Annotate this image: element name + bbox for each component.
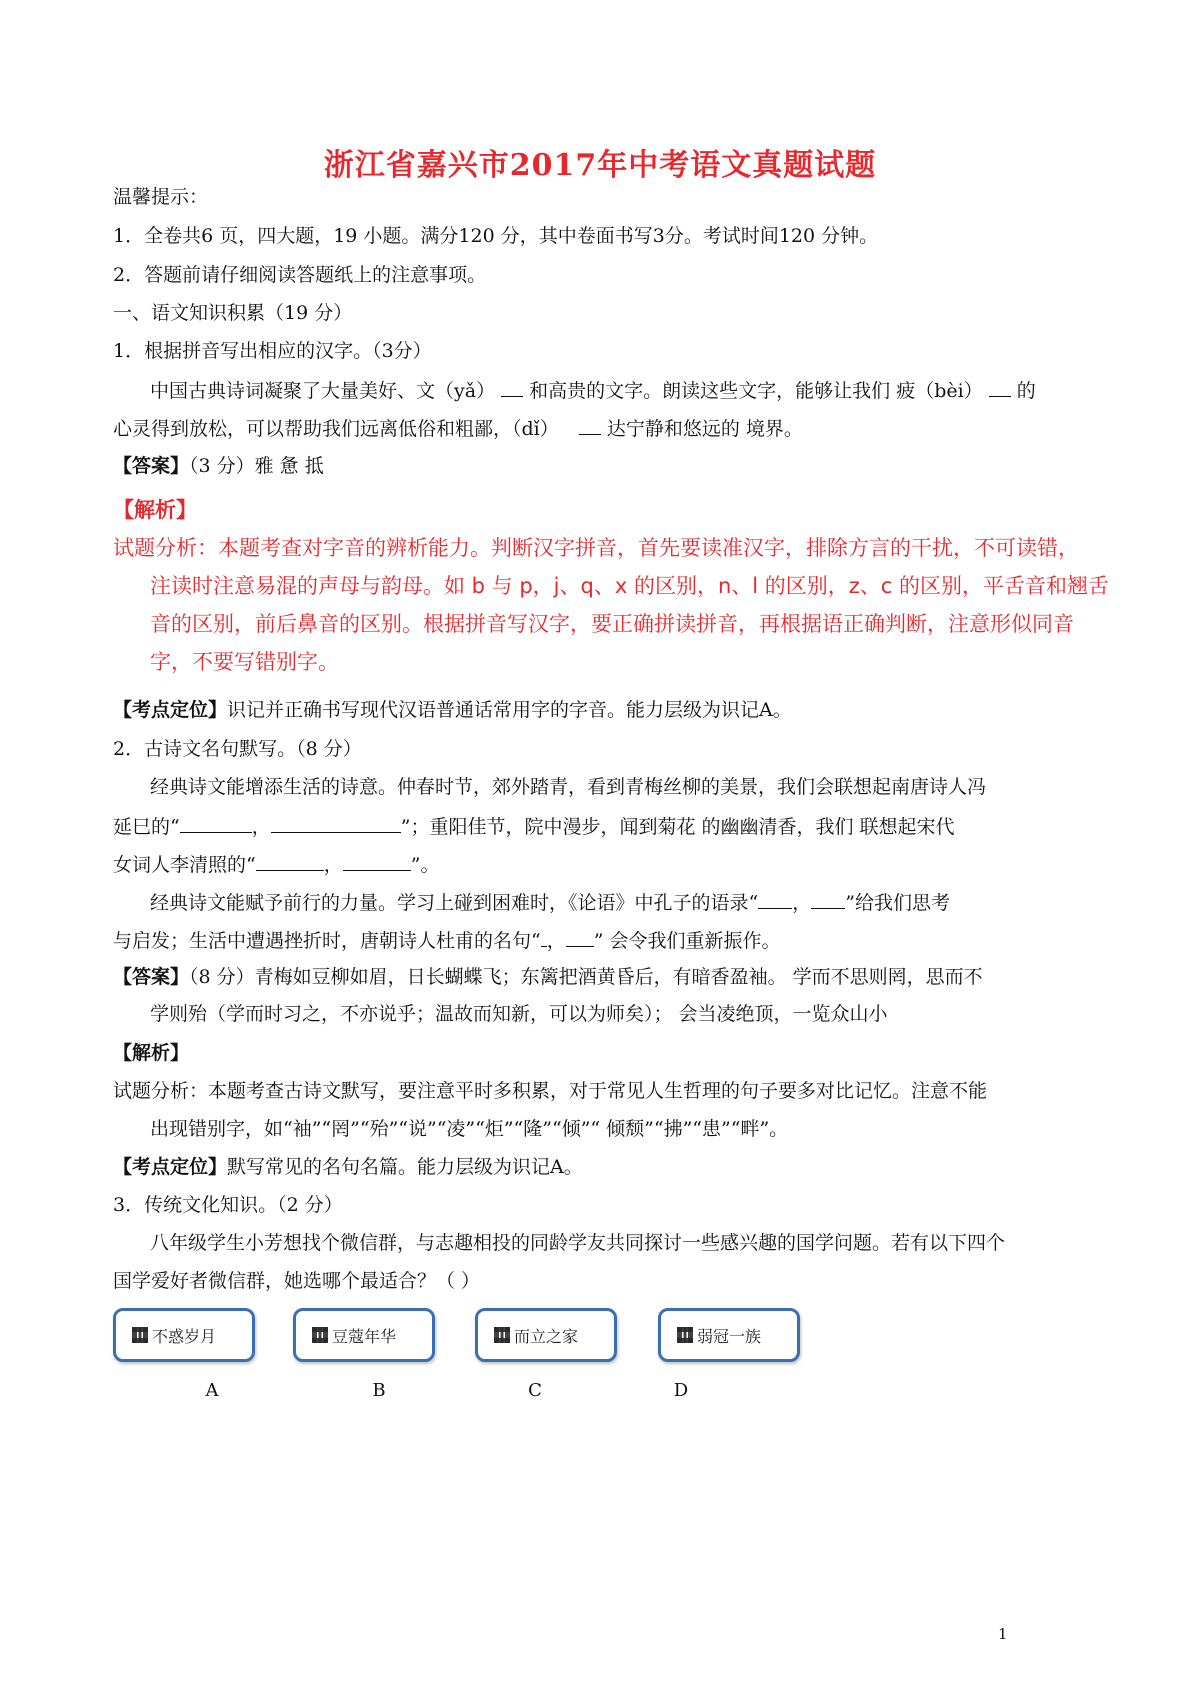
q2-text: ， [251, 816, 271, 838]
page-number: 1 [998, 1625, 1008, 1643]
q1-blank-2 [989, 376, 1011, 397]
qr-code-icon [132, 1327, 148, 1343]
q2-text: ， [546, 930, 566, 952]
wechat-group-card-a [113, 1308, 255, 1362]
tips-heading: 温馨提示： [113, 186, 209, 208]
q2-text: ” 会令我们重新振作。 [593, 930, 781, 952]
answer-text: （3 分）雅 惫 抵 [189, 455, 324, 477]
kaodian-text: 识记并正确书写现代汉语普通话常用字的字音。能力层级为识记A。 [227, 699, 792, 721]
tips-item-1: 1．全卷共6 页，四大题，19 小题。满分120 分，其中卷面书写3分。考试时间120 分钟。 [113, 225, 879, 247]
q1-text: 心灵得到放松，可以帮助我们远离低俗和粗鄙，（dǐ） [113, 418, 559, 440]
q1-text: 和高贵的文字。朗读这些文字，能够让我们 疲（bèi） [529, 380, 983, 402]
q2-blank-6 [811, 888, 845, 909]
q1-analysis-line-3: 音的区别，前后鼻音的区别。根据拼音写汉字，要正确拼读拼音，再根据语正确判断，注意形似同音 [150, 612, 1074, 636]
q1-passage-line-1 [150, 376, 1036, 405]
wechat-group-card-d [658, 1308, 800, 1362]
q2-text: 女词人李清照的“ [113, 854, 256, 876]
option-label-d: D [673, 1380, 689, 1401]
q1-text: 达宁静和悠远的 境界。 [606, 418, 803, 440]
q2-passage-line-1: 经典诗文能增添生活的诗意。仲春时节，郊外踏青，看到青梅丝柳的美景，我们会联想起南唐诗人冯 [150, 776, 987, 798]
answer-label: 【答案】 [113, 966, 190, 988]
q2-blank-1 [180, 812, 252, 833]
q2-kaodian [113, 1153, 583, 1181]
q2-analysis-label: 【解析】 [113, 1042, 190, 1064]
q1-text: 的 [1016, 380, 1036, 402]
q2-passage-line-3 [113, 850, 439, 879]
option-label-a: A [205, 1380, 219, 1401]
q3-passage-line-2: 国学爱好者微信群，她选哪个最适合？（ ） [113, 1270, 481, 1292]
q2-blank-3 [256, 850, 324, 871]
q2-text: ， [792, 892, 812, 914]
qr-code-icon [494, 1327, 510, 1343]
q2-text: ”；重阳佳节，院中漫步，闻到菊花 的幽幽清香，我们 联想起宋代 [400, 816, 955, 838]
q2-blank-8 [566, 926, 594, 947]
q2-passage-line-5 [113, 926, 781, 955]
answer-label: 【答案】 [113, 455, 190, 477]
qr-code-icon [312, 1327, 328, 1343]
q2-text: 经典诗文能赋予前行的力量。学习上碰到困难时，《论语》中孔子的语录“ [150, 892, 759, 914]
wechat-group-card-c [475, 1308, 617, 1362]
q2-blank-5 [758, 888, 792, 909]
option-label-c: C [528, 1380, 542, 1401]
q1-blank-3 [579, 414, 601, 435]
wechat-group-options [113, 1308, 893, 1368]
group-name: 不惑岁月 [152, 1326, 217, 1346]
q1-analysis-line-4: 字，不要写错别字。 [150, 650, 339, 674]
kaodian-label: 【考点定位】 [113, 1156, 228, 1178]
q3-stem: 3．传统文化知识。（2 分） [113, 1194, 343, 1216]
q2-passage-line-2 [113, 812, 955, 841]
q2-stem: 2．古诗文名句默写。（8 分） [113, 738, 362, 760]
option-label-b: B [372, 1380, 386, 1401]
q2-blank-2 [271, 812, 401, 833]
group-name: 弱冠一族 [697, 1326, 762, 1346]
q2-text: ”。 [410, 854, 440, 876]
section-heading-1: 一、语文知识积累（19 分） [113, 302, 353, 324]
qr-code-icon [677, 1327, 693, 1343]
q2-answer-line-2: 学则殆（学而时习之，不亦说乎；温故而知新，可以为师矣）； 会当凌绝顶，一览众山小 [150, 1003, 888, 1025]
q2-text: ， [323, 854, 343, 876]
q2-text: 延巳的“ [113, 816, 180, 838]
group-name: 豆蔻年华 [332, 1326, 397, 1346]
q2-analysis-line-1: 试题分析：本题考查古诗文默写，要注意平时多积累，对于常见人生哲理的句子要多对比记忆。注意不能 [113, 1080, 988, 1102]
q1-stem: 1．根据拼音写出相应的汉字。（3分） [113, 340, 432, 362]
q1-analysis-line-1: 试题分析：本题考查对字音的辨析能力。判断汉字拼音，首先要读准汉字，排除方言的干扰，不可读错， [113, 536, 1079, 560]
kaodian-text: 默写常见的名句名篇。能力层级为识记A。 [227, 1156, 583, 1178]
q2-blank-4 [343, 850, 411, 871]
answer-text: （8 分）青梅如豆柳如眉，日长蝴蝶飞；东篱把酒黄昏后，有暗香盈袖。 学而不思则罔，思而不 [189, 966, 983, 988]
q2-text: ”给我们思考 [845, 892, 950, 914]
wechat-group-card-b [293, 1308, 435, 1362]
kaodian-label: 【考点定位】 [113, 699, 228, 721]
q1-analysis-label: 【解析】 [113, 498, 197, 522]
q1-analysis-line-2: 注读时注意易混的声母与韵母。如 b 与 p，j、q、x 的区别，n、l 的区别，z、c 的区别，平舌音和翘舌 [150, 574, 1110, 598]
q2-analysis-line-2: 出现错别字，如“袖”“罔”“殆”“说”“凌”“炬”“隆”“倾”“ 倾颓”“拂”“患”“畔”。 [150, 1118, 789, 1140]
q2-answer-line-1 [113, 963, 983, 991]
q3-passage-line-1: 八年级学生小芳想找个微信群，与志趣相投的同龄学友共同探讨一些感兴趣的国学问题。若有以下四个 [150, 1232, 1006, 1254]
q1-text: 中国古典诗词凝聚了大量美好、文（yǎ） [150, 380, 496, 402]
q2-text: 与启发；生活中遭遇挫折时，唐朝诗人杜甫的名句“ [113, 930, 541, 952]
group-name: 而立之家 [514, 1326, 579, 1346]
page-title: 浙江省嘉兴市2017年中考语文真题试题 [323, 148, 877, 183]
q2-passage-line-4 [150, 888, 950, 917]
tips-item-2: 2．答题前请仔细阅读答题纸上的注意事项。 [113, 264, 487, 286]
q1-passage-line-2 [113, 414, 803, 443]
q1-kaodian [113, 696, 792, 724]
q1-blank-1 [501, 376, 523, 397]
q1-answer [113, 452, 324, 480]
